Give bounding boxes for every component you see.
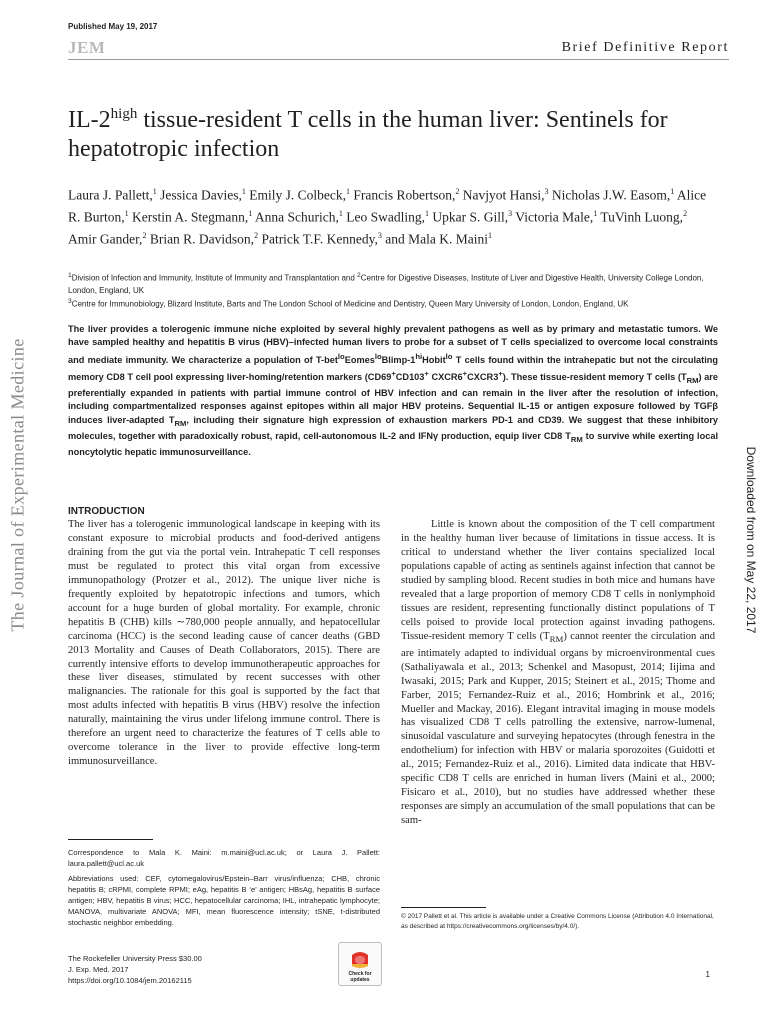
intro-paragraph-1: The liver has a tolerogenic immunological landscape in keeping with its constant exposure to microbial products and food-derived antigens draining from the gut via the portal vein. Intrahepatic T cell responses must be regulated to protect this vital organ from excessive immunopathology (Protzer et al., 2012). The unique liver niche is frequently exploited by hepatotropic infections and tumors, which account for a huge burden of global mortality. For example, chronic hepatitis B (CHB) kills ∼780,000 people annually, and hepatocellular carcinoma (HCC) is the second leading cause of cancer deaths (GBD 2013 Mortality and Causes of Death Collaborators, 2015). There are currently intensive efforts to develop immunotherapeutic approaches for these liver diseases, stimulated by recent successes with other malignancies. The rationale for this goal is supported by the fact that most adults infected with hepatitis B virus (HBV) resolve the infection naturally, maintaining the virus under lifelong immune control. There is therefore an urgent need to characterize the features of T cells able to overcome tolerance in the liver to provide effective long-term immunosurveillance. [68, 519, 380, 768]
abstract-text: CXCR3 [467, 372, 499, 383]
section-heading-introduction: INTRODUCTION [68, 506, 145, 517]
author-affiliation-marker: 2 [254, 231, 259, 240]
doi-link[interactable]: https://doi.org/10.1084/jem.20162115 [68, 976, 192, 985]
author-affiliation-marker: 1 [338, 209, 343, 218]
author-name: Patrick T.F. Kennedy, [261, 231, 378, 247]
journal-name-text: The Journal of Experimental Medicine [7, 338, 28, 632]
aff-marker-1: 1 [68, 272, 72, 279]
author-name: Emily J. Colbeck, [249, 187, 346, 203]
license-note [401, 912, 715, 932]
intro-text: ) cannot reenter the circulation and are intimately adapted to individual organs by microenvironmental cues (Sathaliyawala et al., 2013; Schenkel and Masopust, 2014; Iijima and Iwasaki, 2015; Park and Kupper, 2015; Steinert et al., 2015; Thome and Farber, 2015; Fernandez-Ruiz et al., 2016; Hombrink et al., 2016; Mueller and Mackay, 2016). Elegant intravital imaging in mouse models has visualized CD8 T cells patrolling the extensive, narrow-lumenal, sinusoidal vasculature and surveying hepatocytes (through fenestra in the endothelium) for infection with HBV or malaria sporozoites (Guidotti et al., 2015; Fernandez-Ruiz et al., 2016). Limited data indicate that HBV-specific CD8 T cells are enriched in human livers (Maini et al., 2000; Fisicaro et al., 2010), but no studies have addressed whether these responses are simply an accumulation of the small populations that can be sam- [401, 630, 715, 827]
author-affiliation-marker: 2 [142, 231, 147, 240]
correspondence-text[interactable]: Correspondence to Mala K. Maini: m.maini@ucl.ac.uk; or Laura J. Pallett: laura.pallett@ucl.ac.uk [68, 848, 380, 868]
intro-paragraph-2 [401, 518, 715, 828]
author-name: Leo Swadling, [346, 209, 426, 225]
header-rule [68, 59, 729, 60]
author-affiliation-marker: 3 [544, 187, 549, 196]
author-name: Kerstin A. Stegmann, [132, 209, 249, 225]
citation-line: J. Exp. Med. 2017 [68, 965, 129, 974]
author-list [68, 183, 718, 249]
author-affiliation-marker: 2 [455, 187, 460, 196]
author-name: Anna Schurich, [254, 209, 339, 225]
author-affiliation-marker: 3 [377, 231, 382, 240]
aff-text-1: Division of Infection and Immunity, Institute of Immunity and Transplantation and [71, 273, 358, 283]
check-for-updates-icon [339, 943, 381, 985]
author-affiliation-marker: 2 [683, 209, 688, 218]
abstract-text: ) are preferentially expanded in patients with partial immune control of HBV infection and can remain in the liver after the resolution of infection, including compartmentalized responses against epitopes within all major HBV proteins. Sequential IL-15 or antigen exposure followed by TGFβ induces liver-adapted T [68, 372, 718, 425]
title-rest: tissue-resident T cells in the human liver: Sentinels for hepatotropic infection [68, 107, 668, 162]
affiliation-3 [68, 296, 718, 311]
publisher-line: The Rockefeller University Press $30.00 [68, 954, 202, 963]
author-name: Alice R. Burton, [68, 187, 707, 225]
author-name: Nicholas J.W. Easom, [551, 187, 671, 203]
article-title [68, 100, 728, 164]
correspondence-note [68, 847, 380, 869]
author-name: Navjyot Hansi, [462, 187, 545, 203]
author-affiliation-marker: 1 [593, 209, 598, 218]
abstract-text: , including their signature high expression of exhaustion markers PD-1 and CD39. We suggest that these inhibitory molecules, together with paradoxically robust, rapid, cell-autonomous IL-2 and IFNγ production, equip liver CD8 T [68, 414, 718, 441]
download-stamp-vertical [740, 430, 762, 650]
body-column-right [401, 518, 715, 828]
abstract [68, 323, 718, 459]
author-name: Amir Gander, [68, 231, 143, 247]
abstract-text: CD103 [395, 372, 425, 383]
document-type: Brief Definitive Report [561, 40, 729, 55]
abstract-text: Hobit [422, 354, 446, 365]
footer-info [68, 953, 202, 986]
check-for-updates-badge[interactable] [338, 942, 382, 986]
abstract-sup: lo [374, 351, 382, 361]
author-affiliation-marker: 1 [345, 187, 350, 196]
author-name: Victoria Male, [515, 209, 594, 225]
journal-logo: JEM [68, 38, 106, 57]
author-affiliation-marker: 1 [241, 187, 246, 196]
author-affiliation-marker: 3 [508, 209, 513, 218]
title-prefix: IL-2 [68, 107, 111, 133]
author-name: Jessica Davies, [160, 187, 242, 203]
abbreviations-note: Abbreviations used: CEF, cytomegalovirus/Epstein–Barr virus/influenza; CHB, chronic hepatitis B; cRPMI, complete RPMI; eAg, hepatitis B ‘e’ antigen; HBsAg, hepatitis B surface antigen; HBV, hepatitis B virus; HCC, hepatocellular carcinoma; IHL, intrahepatic lymphocyte; MANOVA, multivariate ANOVA; MFI, mean fluorescence intensity; tSNE, t-distributed stochastic neighbor embedding. [68, 874, 380, 927]
abstract-sup: + [391, 368, 396, 378]
aff-text-2: Centre for Digestive Diseases, Institute of Liver and Digestive Health, University College London, London, England, UK [68, 273, 704, 296]
abstract-sub: RM [174, 418, 187, 428]
author-name: Brian R. Davidson, [149, 231, 255, 247]
download-stamp-text: Downloaded from on May 22, 2017 [744, 446, 758, 634]
footnote-rule [68, 839, 153, 840]
author-affiliation-marker: 1 [670, 187, 675, 196]
abstract-sup: lo [337, 351, 345, 361]
author-affiliation-marker: 1 [248, 209, 253, 218]
aff-marker-2: 2 [357, 272, 361, 279]
abstract-text: Eomes [344, 354, 375, 365]
journal-name-vertical [6, 300, 30, 670]
abstract-sup: + [462, 368, 468, 378]
abstract-text: The liver provides a tolerogenic immune niche exploited by several highly prevalent pathogens as well as by primary and metastatic tumors. We have sampled healthy and hepatitis B virus (HBV)–infected human livers to probe for a subset of T cells specialized to overcome local constraints and mediate immunity. We characterize a population of T-bet [68, 324, 718, 365]
author-affiliation-marker: 1 [152, 187, 157, 196]
abstract-text: to survive while exerting local noncytolytic hepatic immunosurveillance. [68, 430, 718, 457]
author-affiliation-marker: 1 [124, 209, 129, 218]
author-name: Upkar S. Gill, [432, 209, 509, 225]
badge-text-1: Check for [348, 971, 372, 977]
intro-text: Little is known about the composition of the T cell compartment in the healthy human liver because of limitations in tissue access. It is critical to understand whether the liver contains specialized local populations capable of acting as sentinels against infection that cannot be studied by sampling blood. Recent studies in both mice and humans have revealed that a large proportion of memory CD8 T cells in nonlymphoid tissues are resident, representing functionally distinct populations of T cells poised to provide local protection against invading pathogens. Tissue-resident memory T cells (T [401, 519, 715, 642]
license-rule [401, 907, 486, 908]
aff-marker-3: 3 [68, 298, 72, 305]
affiliation-1-2 [68, 270, 718, 298]
author-name: Francis Robertson, [353, 187, 456, 203]
published-date: Published May 19, 2017 [68, 22, 158, 31]
abstract-sup: + [498, 368, 503, 378]
abstract-sub: RM [686, 375, 699, 385]
badge-text-2: updates [350, 977, 370, 983]
intro-sub: RM [549, 633, 564, 644]
author-name: and Mala K. Maini [385, 231, 488, 247]
abstract-sub: RM [570, 434, 583, 444]
page-number: 1 [705, 970, 710, 979]
abstract-sup: + [424, 368, 429, 378]
abstract-text: ). These tissue-resident memory T cells (T [502, 372, 687, 383]
title-superscript: high [110, 106, 138, 122]
abstract-text: T cells found within the intrahepatic but not the circulating memory CD8 T cell pool expressing liver-homing/retention markers (CD69 [68, 354, 718, 383]
abstract-text: Blimp-1 [381, 354, 416, 365]
author-name: Laura J. Pallett, [68, 187, 153, 203]
author-affiliation-marker: 1 [425, 209, 430, 218]
body-column-left [68, 518, 380, 769]
aff-text-3: Centre for Immunobiology, Blizard Institute, Barts and The London School of Medicine and Dentistry, Queen Mary University of London, London, England, UK [71, 299, 629, 309]
abstract-sup: hi [415, 351, 423, 361]
license-text[interactable]: © 2017 Pallett et al. This article is available under a Creative Commons License (Attribution 4.0 International, as described at https://creativecommons.org/licenses/by/4.0/). [401, 913, 714, 930]
abstract-sup: lo [445, 351, 453, 361]
abstract-text: CXCR6 [428, 372, 463, 383]
author-affiliation-marker: 1 [487, 231, 492, 240]
author-name: TuVinh Luong, [600, 209, 684, 225]
